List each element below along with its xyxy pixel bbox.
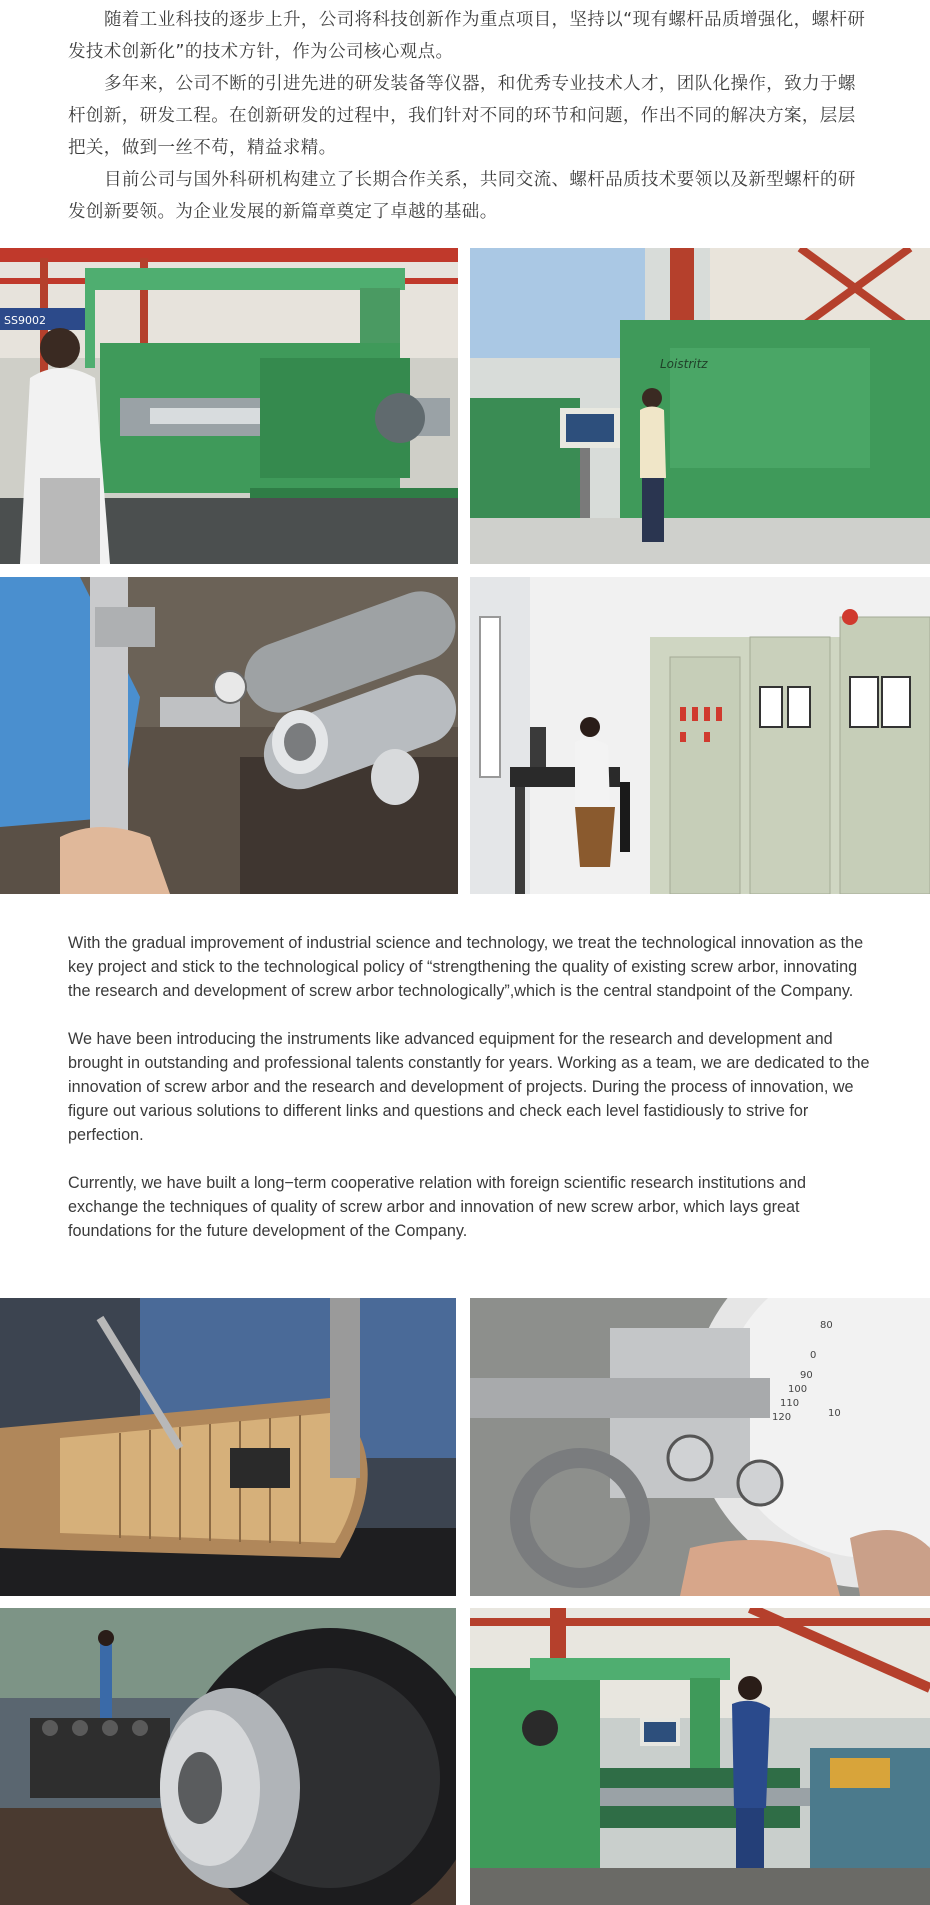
dial-number-110: 110 bbox=[780, 1398, 800, 1409]
photo-measuring-screw bbox=[0, 577, 458, 894]
photo-screw-threading bbox=[0, 1298, 456, 1596]
photo-cnc-machine bbox=[470, 248, 930, 564]
en-paragraph-1: With the gradual improvement of industrial science and technology, we treat the technological innovation as the key project and stick to the technological policy of “strengthening the quality of existing screw arbor, innovating the research and development of screw arbor technologically”,which is the central standpoint of the Company. bbox=[68, 934, 864, 1000]
zh-paragraph-3: 目前公司与国外科研机构建立了长期合作关系，共同交流、螺杆品质技术要领以及新型螺杆的研发创新要领。为企业发展的新篇章奠定了卓越的基础。 bbox=[68, 170, 856, 222]
photo-caliper-dial bbox=[470, 1298, 930, 1596]
workshop-sign-text: SS9002 bbox=[4, 314, 46, 327]
photo-turned-part bbox=[0, 1608, 456, 1905]
dial-number-120: 120 bbox=[772, 1412, 792, 1423]
dial-number-10: 10 bbox=[828, 1408, 841, 1419]
photo-laboratory bbox=[470, 577, 930, 894]
photo-lathe-worker bbox=[470, 1608, 930, 1905]
english-text-block bbox=[68, 931, 871, 1267]
zh-paragraph-1: 随着工业科技的逐步上升，公司将科技创新作为重点项目，坚持以“现有螺杆品质增强化，螺杆研发技术创新化”的技术方针，作为公司核心观点。 bbox=[68, 10, 866, 62]
dial-number-80: 80 bbox=[820, 1320, 833, 1331]
en-paragraph-2: We have been introducing the instruments like advanced equipment for the research and development and brought in outstanding and professional talents constantly for years. Working as a team, we are dedicated to the innovation of screw arbor and the research and development of projects. During the process of innovation, we figure out various solutions to different links and questions and check each level fastidiously to strive for perfection. bbox=[68, 1030, 870, 1144]
machine-brand-text: Loistritz bbox=[660, 357, 708, 371]
dial-number-0: 0 bbox=[810, 1350, 817, 1361]
photo-lathe-operator bbox=[0, 248, 458, 564]
dial-number-90: 90 bbox=[800, 1370, 813, 1381]
zh-paragraph-2: 多年来，公司不断的引进先进的研发装备等仪器，和优秀专业技术人才，团队化操作，致力于螺杆创新，研发工程。在创新研发的过程中，我们针对不同的环节和问题，作出不同的解决方案，层层把关，做到一丝不苟，精益求精。 bbox=[68, 74, 856, 158]
en-paragraph-3: Currently, we have built a long−term cooperative relation with foreign scientific research institutions and exchange the techniques of quality of screw arbor and innovation of new screw arbor, which lays great foundations for the future development of the Company. bbox=[68, 1174, 806, 1240]
chinese-text-block bbox=[68, 4, 868, 228]
dial-number-100: 100 bbox=[788, 1384, 808, 1395]
